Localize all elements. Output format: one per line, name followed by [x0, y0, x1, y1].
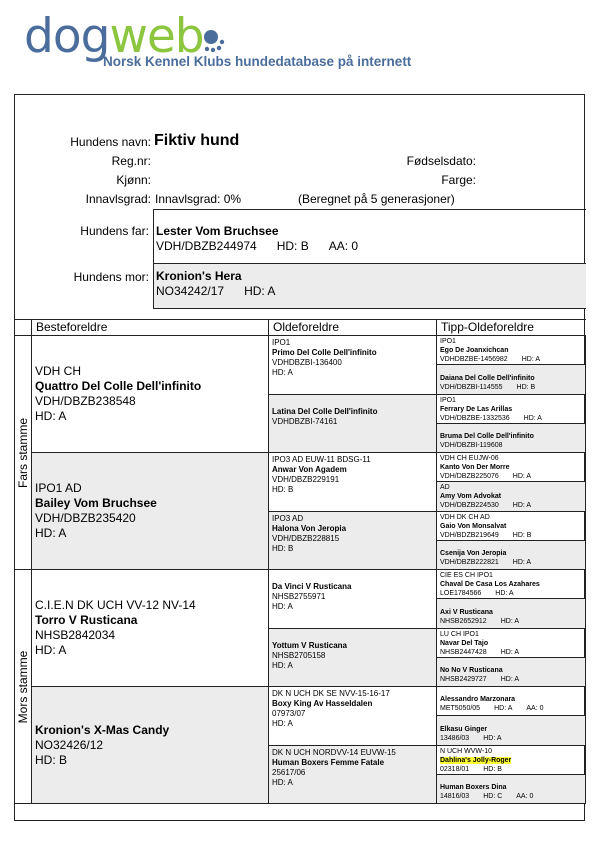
- dog-hd: HD: B: [516, 383, 536, 391]
- mother-hd: HD: A: [244, 284, 276, 298]
- regnr-label: Reg.nr:: [111, 154, 151, 168]
- dog-name: Halona Von Jeropia: [272, 523, 347, 533]
- dog-name: Torro V Rusticana: [35, 613, 138, 627]
- dog-name: Ego De Joanxichcan: [440, 347, 509, 354]
- dog-name: Bruma Del Colle Dell'infinito: [440, 433, 534, 440]
- great-great-grandparent-cell[interactable]: [437, 336, 586, 365]
- grandparent-cell[interactable]: [32, 336, 269, 453]
- dog-regnr: VDH/DBZB222821: [440, 559, 499, 566]
- dog-regnr: 13486/03: [440, 734, 470, 742]
- grandparent-cell[interactable]: [32, 453, 269, 570]
- inbreeding-note: (Beregnet på 5 generasjoner): [298, 192, 455, 206]
- dog-titles: DK N UCH DK SE NVV-15-16-17: [272, 689, 390, 698]
- inbreeding-value: Innavlsgrad: 0%: [155, 192, 242, 206]
- dog-name: Csenija Von Jeropia: [440, 550, 507, 557]
- header-grandparents: Besteforeldre: [32, 319, 269, 336]
- father-regnr: VDH/DBZB244974: [156, 239, 257, 253]
- dog-details: [440, 441, 582, 450]
- dog-regnr: MET5050/05: [440, 705, 481, 713]
- dog-regnr: NHSB2842034: [35, 628, 116, 642]
- dog-hd: HD: B: [272, 543, 294, 553]
- dog-name: Kronion's X-Mas Candy: [35, 722, 170, 737]
- mother-regnr: NO34242/17: [156, 284, 225, 298]
- inbreeding-label: Innavlsgrad:: [85, 192, 151, 206]
- dog-hd: HD: A: [35, 409, 67, 423]
- dog-regnr: VDH/DBZB228815: [272, 533, 340, 543]
- dog-name: No No V Rusticana: [440, 667, 503, 674]
- dog-details: [440, 531, 582, 540]
- great-great-grandparent-cell[interactable]: [437, 716, 586, 745]
- dog-details: [440, 617, 582, 626]
- great-great-grandparent-cell[interactable]: [437, 541, 586, 570]
- great-great-grandparent-cell[interactable]: [437, 570, 586, 599]
- dog-regnr: 25617/06: [272, 767, 306, 777]
- dog-regnr: VDH/BDZB219649: [440, 531, 499, 539]
- dog-hd: HD: A: [521, 356, 540, 363]
- father-label: Hundens far:: [80, 224, 149, 238]
- dog-name-row: [15, 132, 586, 152]
- dog-regnr: VDH/DBZB224530: [440, 502, 499, 510]
- dog-titles: IPO3 AD EUW-11 BDSG-11: [272, 455, 371, 464]
- header-great-grandparents: Oldeforeldre: [269, 319, 437, 336]
- dog-regnr: NHSB2652912: [440, 617, 487, 625]
- great-great-grandparent-cell[interactable]: [437, 775, 586, 804]
- great-great-grandparent-cell[interactable]: [437, 512, 586, 541]
- dog-details: [440, 589, 582, 598]
- dog-hd: HD: A: [35, 643, 67, 657]
- dog-regnr: VDHDBZBI-136400: [272, 358, 342, 367]
- dog-hd: HD: C: [483, 793, 503, 800]
- dog-hd: HD: A: [272, 719, 293, 728]
- dog-name: Da Vinci V Rusticana: [272, 582, 352, 591]
- dog-titles: VDH DK CH AD: [440, 513, 490, 521]
- dog-regnr: NHSB2447428: [440, 648, 487, 656]
- mother-box[interactable]: [153, 263, 586, 309]
- dog-name: Daiana Del Colle Dell'infinito: [440, 374, 535, 382]
- dog-name: Anwar Von Agadem: [272, 465, 347, 474]
- dog-hd: HD: B: [483, 765, 502, 773]
- dog-hd: HD: A: [500, 617, 519, 625]
- dog-hd: HD: B: [512, 531, 532, 539]
- sex-row: [15, 173, 586, 189]
- dog-regnr: 14816/03: [440, 793, 470, 800]
- dog-hd: HD: A: [272, 777, 293, 787]
- great-grandparent-cell[interactable]: [269, 336, 437, 395]
- great-great-grandparent-cell[interactable]: [437, 453, 586, 482]
- dog-name: Chaval De Casa Los Azahares: [440, 581, 540, 588]
- header-great-great-grandparents: Tipp-Oldeforeldre: [437, 319, 586, 336]
- dog-details: [440, 704, 582, 713]
- dog-name: Elkasu Ginger: [440, 725, 488, 733]
- father-aa: AA: 0: [328, 239, 359, 253]
- dog-hd: HD: A: [272, 660, 293, 670]
- dog-titles: AD: [440, 484, 450, 492]
- dog-hd: HD: A: [483, 734, 502, 742]
- dog-hd: HD: A: [272, 368, 293, 377]
- dog-regnr: VDH/DBZB225076: [440, 473, 499, 480]
- dog-regnr: VDH/DBZB229191: [272, 475, 340, 484]
- regnr-row: [15, 154, 586, 170]
- dog-aa: AA: 0: [526, 705, 544, 713]
- dog-details: [440, 734, 582, 743]
- great-grandparent-cell[interactable]: [269, 570, 437, 629]
- dog-titles: IPO1 AD: [35, 481, 82, 495]
- dog-details: [440, 355, 582, 364]
- great-grandparent-cell[interactable]: [269, 512, 437, 571]
- dog-regnr: NHSB2755971: [272, 592, 326, 601]
- dog-hd: HD: A: [495, 590, 514, 597]
- great-grandparent-cell[interactable]: [269, 453, 437, 512]
- dog-name-highlighted: Dahlina's Jolly-Roger: [440, 756, 512, 764]
- dog-regnr: VDHDBZBE-1456982: [440, 356, 508, 363]
- dog-name: Navar Del Tajo: [440, 639, 489, 647]
- dogweb-logo[interactable]: [24, 9, 444, 74]
- dog-details: [440, 472, 582, 481]
- dog-name: Bailey Vom Bruchsee: [35, 496, 157, 510]
- dog-name: Axi V Rusticana: [440, 608, 493, 616]
- dog-details: [440, 414, 582, 423]
- dog-name: Human Boxers Dina: [440, 784, 507, 791]
- father-details: [156, 239, 584, 254]
- great-great-grandparent-cell[interactable]: [437, 424, 586, 453]
- dog-regnr: VDH/DBZBI-119608: [440, 442, 503, 449]
- pedigree-document: [14, 94, 585, 821]
- dog-titles: CIE ES CH IPO1: [440, 572, 493, 579]
- dog-regnr: LOE1784566: [440, 590, 482, 597]
- dog-titles: IPO1: [440, 338, 456, 345]
- dog-details: [440, 675, 582, 684]
- great-great-grandparent-cell[interactable]: [437, 746, 586, 775]
- great-great-grandparent-cell[interactable]: [437, 365, 586, 394]
- dog-regnr: VDHDBZBI-74161: [272, 416, 338, 426]
- dog-name: Latina Del Colle Dell'infinito: [272, 406, 378, 416]
- great-grandparent-cell[interactable]: [269, 629, 437, 688]
- great-great-grandparent-cell[interactable]: [437, 629, 586, 658]
- dog-name: Human Boxers Femme Fatale: [272, 757, 385, 767]
- great-great-grandparent-cell[interactable]: [437, 599, 586, 628]
- dog-regnr: NHSB2429727: [440, 676, 487, 683]
- dog-name: Gaio Von Monsalvat: [440, 522, 507, 530]
- great-great-grandparent-cell[interactable]: [437, 482, 586, 511]
- birthdate-label: Fødselsdato:: [406, 154, 476, 168]
- dog-hd: HD: A: [272, 602, 293, 611]
- dog-regnr: NHSB2705158: [272, 650, 326, 660]
- mother-label: Hundens mor:: [73, 270, 149, 284]
- dog-details: [440, 648, 582, 657]
- great-great-grandparent-cell[interactable]: [437, 658, 586, 687]
- dog-hd: HD: A: [500, 676, 519, 683]
- dog-details: [440, 558, 582, 567]
- father-name: Lester Vom Bruchsee: [156, 224, 279, 238]
- mother-details: [156, 284, 584, 299]
- dog-regnr: VDH/DBZBE-1332536: [440, 414, 510, 422]
- side-label-mothers-line: Mors stamme: [15, 570, 32, 804]
- dog-name-label: Hundens navn:: [70, 135, 151, 149]
- logo-wordmark: dogweb: [24, 9, 204, 64]
- dog-titles: IPO1: [272, 338, 291, 347]
- dog-aa: AA: 0: [516, 793, 534, 800]
- dog-regnr: VDH/DBZB238548: [35, 394, 136, 408]
- dog-hd: HD: A: [494, 705, 513, 713]
- dog-details: [440, 792, 582, 801]
- dog-name: Primo Del Colle Dell'infinito: [272, 348, 377, 357]
- logo-tagline: Norsk Kennel Klubs hundedatabase på internett: [103, 54, 412, 69]
- dog-regnr: VDH/DBZB235420: [35, 511, 136, 525]
- dog-regnr: NO32426/12: [35, 737, 104, 752]
- dog-titles: N UCH WVW-10: [440, 747, 492, 755]
- dog-hd: HD: A: [35, 526, 67, 540]
- dog-name: Boxy King Av Hasseldalen: [272, 699, 373, 708]
- dog-name: Kanto Von Der Morre: [440, 464, 510, 471]
- great-grandparent-cell[interactable]: [269, 746, 437, 805]
- dog-titles: VDH CH EUJW-06: [440, 455, 499, 462]
- great-grandparent-cell[interactable]: [269, 395, 437, 454]
- dog-regnr: 02318/01: [440, 765, 470, 773]
- dog-details: [440, 501, 582, 510]
- inbreeding-row: [15, 192, 586, 208]
- dog-regnr: 07973/07: [272, 709, 306, 718]
- color-label: Farge:: [441, 173, 476, 187]
- dog-hd: HD: A: [500, 648, 519, 656]
- father-hd: HD: B: [276, 239, 309, 253]
- mother-name: Kronion's Hera: [156, 269, 242, 283]
- dog-name: Amy Vom Advokat: [440, 493, 502, 501]
- dog-details: [440, 383, 582, 392]
- grandparent-cell[interactable]: [32, 687, 269, 804]
- father-box[interactable]: [153, 209, 586, 265]
- dog-titles: LU CH IPO1: [440, 630, 479, 638]
- dog-hd: HD: B: [35, 752, 68, 767]
- grandparent-cell[interactable]: [32, 570, 269, 687]
- header-spacer: [15, 319, 32, 336]
- dog-name: Alessandro Marzonara: [440, 696, 516, 704]
- dog-hd: HD: A: [512, 502, 532, 510]
- dog-titles: VDH CH: [35, 364, 82, 378]
- great-great-grandparent-cell[interactable]: [437, 395, 586, 424]
- dog-name: Quattro Del Colle Dell'infinito: [35, 379, 202, 393]
- dog-regnr: VDH/DBZBI-114555: [440, 383, 503, 391]
- sex-label: Kjønn:: [116, 173, 151, 187]
- dog-hd: HD: A: [512, 559, 532, 566]
- great-great-grandparent-cell[interactable]: [437, 687, 586, 716]
- dog-details: [440, 765, 582, 774]
- dog-name: Fiktiv hund: [154, 132, 240, 149]
- dog-titles: IPO3 AD: [272, 513, 304, 523]
- dog-hd: HD: A: [512, 473, 532, 480]
- dog-name: Ferrary De Las Arillas: [440, 405, 513, 413]
- side-label-fathers-line: Fars stamme: [15, 336, 32, 570]
- dog-titles: C.I.E.N DK UCH VV-12 NV-14: [35, 598, 196, 612]
- dog-titles: DK N UCH NORDVV-14 EUVW-15: [272, 747, 396, 757]
- dog-titles: IPO1: [440, 396, 456, 404]
- great-grandparent-cell[interactable]: [269, 687, 437, 746]
- dog-name: Yottum V Rusticana: [272, 640, 347, 650]
- dog-hd: HD: A: [523, 414, 542, 422]
- dog-hd: HD: B: [272, 485, 294, 494]
